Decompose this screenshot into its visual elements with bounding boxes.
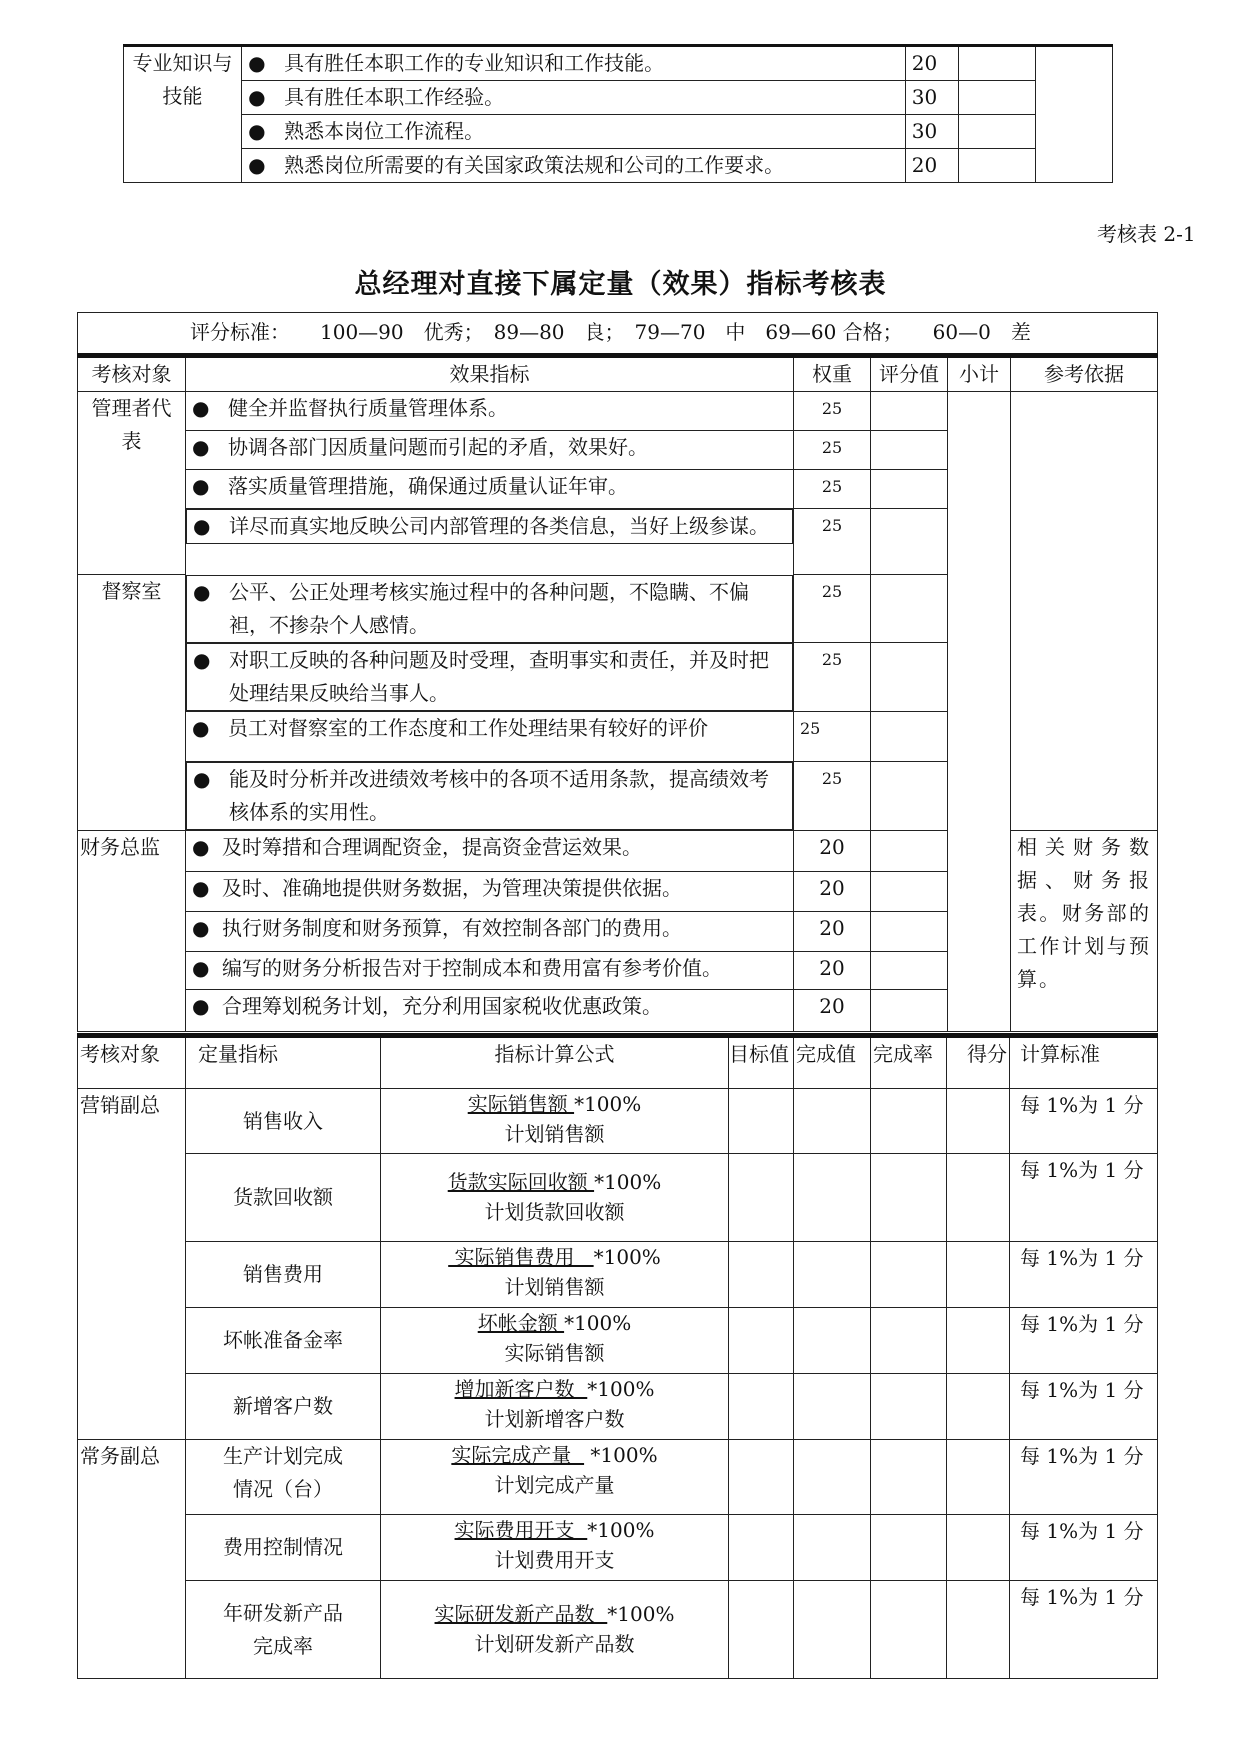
weight-cell: 25 — [794, 761, 871, 830]
score-cell[interactable] — [947, 1089, 1010, 1154]
rate-cell[interactable] — [871, 1515, 947, 1581]
effect-row: ● 协调各部门因质量问题而引起的矛盾，效果好。 — [186, 431, 794, 470]
actual-cell[interactable] — [794, 1154, 871, 1242]
standard-cell: 每 1%为 1 分 — [1010, 1581, 1158, 1679]
standard-cell: 每 1%为 1 分 — [1010, 1308, 1158, 1374]
skills-row: ● 熟悉岗位所需要的有关国家政策法规和公司的工作要求。 — [242, 149, 906, 183]
rate-cell[interactable] — [871, 1581, 947, 1679]
score-cell[interactable] — [871, 509, 948, 575]
score-cell[interactable] — [947, 1242, 1010, 1308]
formula-cell: 实际销售费用 *100% 计划销售额 — [381, 1242, 729, 1308]
skills-row: ● 熟悉本岗位工作流程。 — [242, 115, 906, 149]
effect-row: ● 能及时分析并改进绩效考核中的各项不适用条款，提高绩效考核体系的实用性。 — [186, 762, 793, 830]
doc-number: 考核表 2-1 — [1097, 222, 1196, 246]
header-indicator: 效果指标 — [186, 356, 794, 392]
score-cell[interactable] — [947, 1515, 1010, 1581]
header-indicator: 定量指标 — [186, 1036, 381, 1089]
goal-cell[interactable] — [729, 1308, 794, 1374]
effect-row: ● 公平、公正处理考核实施过程中的各种问题，不隐瞒、不偏袒，不掺杂个人感情。 — [186, 575, 793, 643]
score-cell[interactable] — [958, 46, 1035, 81]
quant-indicator: 费用控制情况 — [186, 1515, 381, 1581]
score-cell[interactable] — [871, 470, 948, 509]
skills-row: ● 具有胜任本职工作经验。 — [242, 81, 906, 115]
weight-cell: 25 — [794, 509, 871, 575]
quant-indicator: 年研发新产品完成率 — [186, 1581, 381, 1679]
score-cell[interactable] — [871, 711, 948, 761]
header-standard: 计算标准 — [1010, 1036, 1158, 1089]
score-cell[interactable] — [871, 575, 948, 643]
score-cell[interactable] — [947, 1308, 1010, 1374]
weight-cell: 25 — [794, 431, 871, 470]
score-cell[interactable] — [871, 431, 948, 470]
score-cell[interactable] — [871, 643, 948, 712]
header-goal: 目标值 — [729, 1036, 794, 1089]
page-title: 总经理对直接下属定量（效果）指标考核表 — [354, 269, 887, 300]
formula-cell: 增加新客户数 *100% 计划新增客户数 — [381, 1374, 729, 1440]
header-score: 得分 — [947, 1036, 1010, 1089]
effect-table — [77, 312, 1158, 1032]
standard-cell: 每 1%为 1 分 — [1010, 1242, 1158, 1308]
weight-cell: 25 — [794, 711, 871, 761]
quant-indicator: 坏帐准备金率 — [186, 1308, 381, 1374]
header-rate: 完成率 — [871, 1036, 947, 1089]
weight-cell: 20 — [794, 951, 871, 989]
goal-cell[interactable] — [729, 1154, 794, 1242]
score-cell[interactable] — [947, 1440, 1010, 1515]
goal-cell[interactable] — [729, 1581, 794, 1679]
goal-cell[interactable] — [729, 1089, 794, 1154]
goal-cell[interactable] — [729, 1440, 794, 1515]
rate-cell[interactable] — [871, 1154, 947, 1242]
score-cell[interactable] — [871, 951, 948, 989]
effect-row: ● 合理筹划税务计划，充分利用国家税收优惠政策。 — [186, 989, 794, 1031]
basis-cell — [1011, 392, 1158, 831]
quant-indicator: 销售收入 — [186, 1089, 381, 1154]
effect-row: ● 执行财务制度和财务预算，有效控制各部门的费用。 — [186, 911, 794, 951]
effect-row: ● 及时筹措和合理调配资金，提高资金营运效果。 — [186, 830, 794, 871]
standard-cell: 每 1%为 1 分 — [1010, 1154, 1158, 1242]
effect-row: ● 健全并监督执行质量管理体系。 — [186, 392, 794, 431]
skills-row: ● 具有胜任本职工作的专业知识和工作技能。 — [242, 46, 906, 81]
score-cell[interactable] — [871, 830, 948, 871]
score-cell[interactable] — [958, 149, 1035, 183]
formula-cell: 实际研发新产品数 *100% 计划研发新产品数 — [381, 1581, 729, 1679]
group-name: 督察室 — [78, 575, 186, 831]
goal-cell[interactable] — [729, 1242, 794, 1308]
header-target: 考核对象 — [78, 1036, 186, 1089]
header-subtotal: 小计 — [948, 356, 1011, 392]
weight-cell: 30 — [905, 81, 958, 115]
skills-category: 专业知识与技能 — [124, 46, 242, 183]
actual-cell[interactable] — [794, 1440, 871, 1515]
effect-row: ● 员工对督察室的工作态度和工作处理结果有较好的评价 — [186, 711, 794, 761]
formula-cell: 实际费用开支 *100% 计划费用开支 — [381, 1515, 729, 1581]
weight-cell: 25 — [794, 470, 871, 509]
formula-cell: 坏帐金额 *100% 实际销售额 — [381, 1308, 729, 1374]
rate-cell[interactable] — [871, 1089, 947, 1154]
standard-cell: 每 1%为 1 分 — [1010, 1374, 1158, 1440]
weight-cell: 30 — [905, 115, 958, 149]
weight-cell: 20 — [905, 46, 958, 81]
weight-cell: 20 — [905, 149, 958, 183]
actual-cell[interactable] — [794, 1089, 871, 1154]
effect-row: ● 及时、准确地提供财务数据，为管理决策提供依据。 — [186, 871, 794, 911]
group-name: 财务总监 — [78, 830, 186, 1031]
formula-cell: 实际销售额 *100% 计划销售额 — [381, 1089, 729, 1154]
actual-cell[interactable] — [794, 1515, 871, 1581]
score-cell[interactable] — [958, 115, 1035, 149]
score-cell[interactable] — [871, 911, 948, 951]
skills-table — [123, 44, 1113, 183]
group-name: 营销副总 — [78, 1089, 186, 1440]
rate-cell[interactable] — [871, 1374, 947, 1440]
scoring-standard: 评分标准： 100—90 优秀； 89—80 良； 79—70 中 69—60 合格； 60—0 差 — [78, 313, 1158, 356]
group-name: 常务副总 — [78, 1440, 186, 1679]
quant-indicator: 新增客户数 — [186, 1374, 381, 1440]
goal-cell[interactable] — [729, 1374, 794, 1440]
score-cell[interactable] — [871, 761, 948, 830]
actual-cell[interactable] — [794, 1581, 871, 1679]
goal-cell[interactable] — [729, 1515, 794, 1581]
header-basis: 参考依据 — [1011, 356, 1158, 392]
header-target: 考核对象 — [78, 356, 186, 392]
actual-cell[interactable] — [794, 1308, 871, 1374]
standard-cell: 每 1%为 1 分 — [1010, 1515, 1158, 1581]
weight-cell: 20 — [794, 989, 871, 1031]
basis-cell: 相关财务数据、财务报表。财务部的工作计划与预算。 — [1011, 830, 1158, 1031]
quant-indicator: 销售费用 — [186, 1242, 381, 1308]
rate-cell[interactable] — [871, 1308, 947, 1374]
header-weight: 权重 — [794, 356, 871, 392]
subtotal-cell[interactable] — [1035, 46, 1112, 183]
header-actual: 完成值 — [794, 1036, 871, 1089]
weight-cell: 20 — [794, 871, 871, 911]
score-cell[interactable] — [871, 392, 948, 431]
quant-indicator: 货款回收额 — [186, 1154, 381, 1242]
weight-cell: 25 — [794, 643, 871, 712]
effect-row: ● 详尽而真实地反映公司内部管理的各类信息，当好上级参谋。 — [186, 509, 793, 544]
quant-table — [77, 1033, 1158, 1679]
rate-cell[interactable] — [871, 1440, 947, 1515]
effect-row: ● 对职工反映的各种问题及时受理，查明事实和责任，并及时把处理结果反映给当事人。 — [186, 643, 793, 711]
effect-row: ● 编写的财务分析报告对于控制成本和费用富有参考价值。 — [186, 951, 794, 989]
standard-cell: 每 1%为 1 分 — [1010, 1089, 1158, 1154]
quant-indicator: 生产计划完成情况（台） — [186, 1440, 381, 1515]
weight-cell: 20 — [794, 911, 871, 951]
standard-cell: 每 1%为 1 分 — [1010, 1440, 1158, 1515]
weight-cell: 25 — [794, 392, 871, 431]
rate-cell[interactable] — [871, 1242, 947, 1308]
score-cell[interactable] — [958, 81, 1035, 115]
weight-cell: 20 — [794, 830, 871, 871]
score-cell[interactable] — [871, 989, 948, 1031]
group-name: 管理者代表 — [78, 392, 186, 575]
weight-cell: 25 — [794, 575, 871, 643]
formula-cell: 实际完成产量 *100% 计划完成产量 — [381, 1440, 729, 1515]
score-cell[interactable] — [947, 1374, 1010, 1440]
score-cell[interactable] — [871, 871, 948, 911]
header-score: 评分值 — [871, 356, 948, 392]
effect-row: ● 落实质量管理措施，确保通过质量认证年审。 — [186, 470, 794, 509]
subtotal-cell[interactable] — [948, 392, 1011, 1032]
formula-cell: 货款实际回收额 *100% 计划货款回收额 — [381, 1154, 729, 1242]
score-cell[interactable] — [947, 1154, 1010, 1242]
actual-cell[interactable] — [794, 1374, 871, 1440]
score-cell[interactable] — [947, 1581, 1010, 1679]
header-formula: 指标计算公式 — [381, 1036, 729, 1089]
actual-cell[interactable] — [794, 1242, 871, 1308]
